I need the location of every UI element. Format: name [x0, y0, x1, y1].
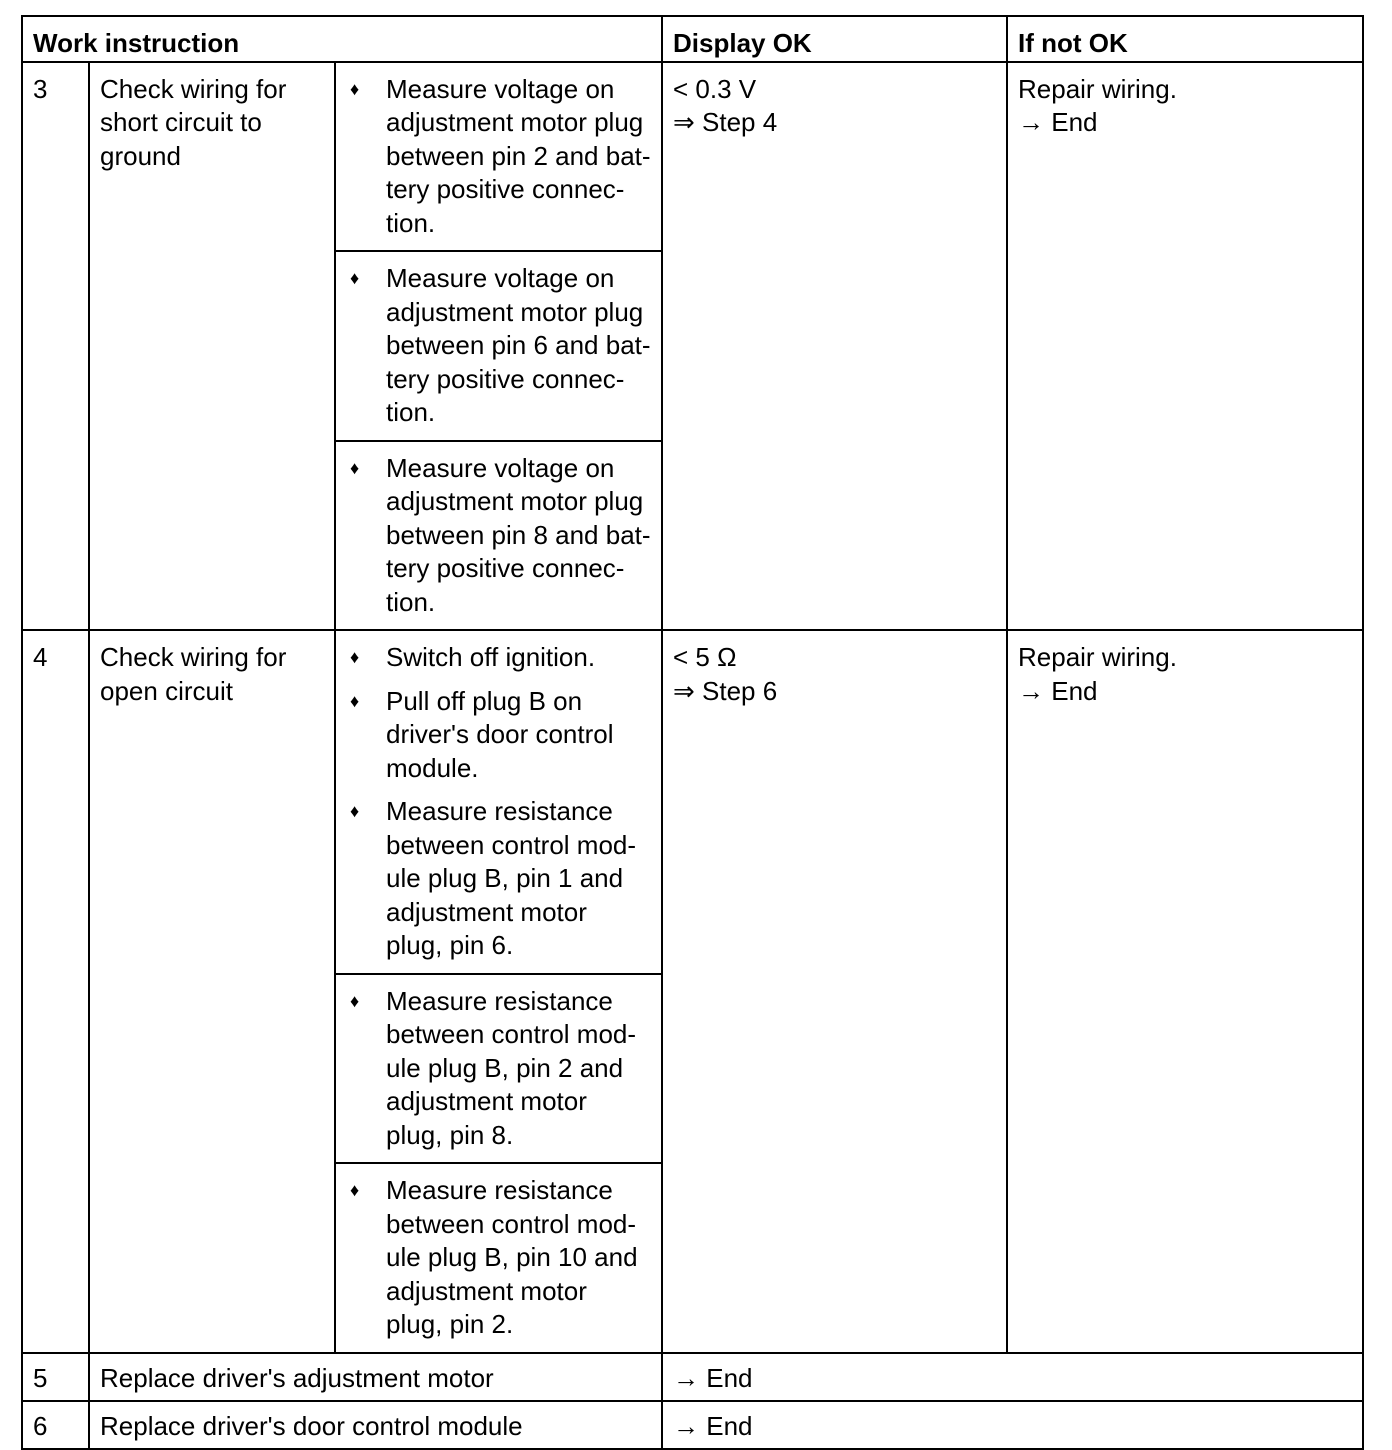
step-result: → End: [662, 1401, 1363, 1449]
action-cell: [335, 62, 662, 252]
header-display-ok: Display OK: [662, 16, 1007, 62]
table-row: [22, 1353, 1363, 1401]
diamond-bullet-icon: ♦: [350, 78, 360, 99]
action-item: ♦ Pull off plug B on driver's door control module.: [350, 685, 614, 783]
table-header-row: [22, 16, 1363, 62]
action-cell: [335, 1163, 662, 1353]
if-not-ok-value: Repair wiring. → End: [1007, 62, 1363, 631]
action-item: ♦ Measure voltage on adjustment motor plug between pin 2 and bat- tery positive connec- tion.: [350, 73, 651, 238]
header-work-instruction: Work instruction: [22, 16, 662, 62]
step-title: Check wiring for open circuit: [89, 630, 335, 1353]
diamond-bullet-icon: ♦: [350, 801, 360, 821]
action-item: ♦ Measure resistance between control mod- ule plug B, pin 10 and adjustment motor plug, pin 2.: [350, 1175, 638, 1339]
diamond-bullet-icon: ♦: [350, 647, 360, 667]
display-ok-value: < 0.3 V ⇒ Step 4: [662, 62, 1007, 631]
step-title: Replace driver's adjustment motor: [89, 1353, 662, 1401]
if-not-ok-value: Repair wiring. → End: [1007, 630, 1363, 1353]
action-item: ♦ Measure resistance between control mod- ule plug B, pin 2 and adjustment motor plug, pin 8.: [350, 985, 637, 1150]
action-cell: [335, 974, 662, 1164]
step-number: 3: [22, 62, 89, 631]
action-cell: [335, 251, 662, 441]
action-cell: [335, 630, 662, 974]
step-title: Check wiring for short circuit to ground: [89, 62, 335, 631]
header-if-not-ok: If not OK: [1007, 16, 1363, 62]
action-item: ♦ Switch off ignition.: [346, 641, 651, 675]
diamond-bullet-icon: ♦: [350, 990, 360, 1011]
table-row: [22, 62, 1363, 252]
step-result: → End: [662, 1353, 1363, 1401]
action-item: ♦ Measure voltage on adjustment motor plug between pin 8 and bat- tery positive connec- tion.: [350, 452, 651, 617]
display-ok-value: < 5 Ω ⇒ Step 6: [662, 630, 1007, 1353]
diamond-bullet-icon: ♦: [350, 1180, 360, 1200]
table-row: [22, 630, 1363, 974]
step-number: 6: [22, 1401, 89, 1449]
action-item: ♦ Measure resistance between control mod- ule plug B, pin 1 and adjustment motor plug, pin 6.: [350, 796, 637, 960]
diamond-bullet-icon: ♦: [350, 690, 360, 711]
action-item: ♦ Measure voltage on adjustment motor plug between pin 6 and bat- tery positive connec- tion.: [350, 263, 651, 427]
step-number: 4: [22, 630, 89, 1353]
table-row: [22, 1401, 1363, 1449]
action-cell: [335, 441, 662, 631]
diamond-bullet-icon: ♦: [350, 268, 360, 288]
diamond-bullet-icon: ♦: [350, 457, 360, 478]
step-title: Replace driver's door control module: [89, 1401, 662, 1449]
work-instruction-table: [21, 15, 1364, 1450]
step-number: 5: [22, 1353, 89, 1401]
